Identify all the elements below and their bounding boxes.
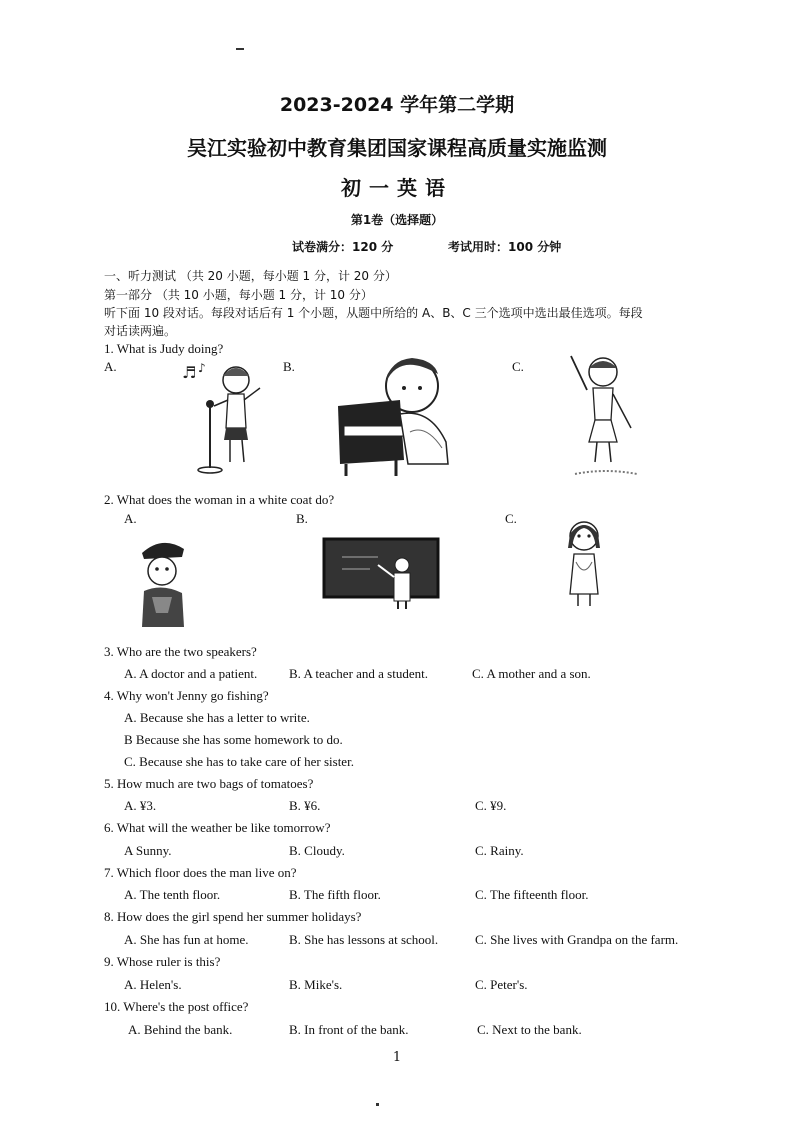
question-2-option-a[interactable]: A.: [124, 511, 137, 526]
teacher-at-blackboard-picture: [322, 535, 442, 611]
svg-text:♬: ♬: [182, 363, 197, 382]
question-8-option-b[interactable]: B. She has lessons at school.: [289, 932, 439, 947]
girl-playing-piano-picture: [330, 352, 456, 478]
question-5-stem: 5. How much are two bags of tomatoes?: [104, 776, 314, 791]
question-9-option-c[interactable]: C. Peter's.: [475, 977, 528, 992]
question-9-stem: 9. Whose ruler is this?: [104, 954, 221, 969]
question-2-option-c[interactable]: C.: [505, 511, 517, 526]
question-2-option-b[interactable]: B.: [296, 511, 308, 526]
question-8-option-a[interactable]: A. She has fun at home.: [124, 932, 249, 947]
question-10-option-a[interactable]: A. Behind the bank.: [128, 1022, 233, 1037]
question-7-stem: 7. Which floor does the man live on?: [104, 865, 297, 880]
full-score: 试卷满分：120 分: [292, 240, 394, 254]
question-3-option-a[interactable]: A. A doctor and a patient.: [124, 666, 258, 681]
instructions-line-2: 对话读两遍。: [104, 324, 177, 338]
question-5-option-c[interactable]: C. ¥9.: [475, 798, 507, 813]
question-4-stem: 4. Why won't Jenny go fishing?: [104, 688, 269, 703]
question-9-option-b[interactable]: B. Mike's.: [289, 977, 343, 992]
part-title: 一、听力测试 （共 20 小题，每小题 1 分，计 20 分）: [104, 269, 397, 283]
question-1-option-b[interactable]: B.: [283, 359, 295, 374]
question-8-stem: 8. How does the girl spend her summer holidays?: [104, 909, 362, 924]
scan-speck: [376, 1103, 379, 1106]
question-1-option-c[interactable]: C.: [512, 359, 524, 374]
question-3-option-b[interactable]: B. A teacher and a student.: [289, 666, 428, 681]
question-2-stem: 2. What does the woman in a white coat do?: [104, 492, 335, 507]
question-4-option-a[interactable]: A. Because she has a letter to write.: [124, 710, 310, 725]
question-4-option-c[interactable]: C. Because she has to take care of her sister.: [124, 754, 354, 769]
question-7-option-c[interactable]: C. The fifteenth floor.: [475, 887, 589, 902]
volume-label: 第1卷（选择题）: [350, 213, 444, 227]
question-1-option-a[interactable]: A.: [104, 359, 117, 374]
question-10-option-b[interactable]: B. In front of the bank.: [289, 1022, 409, 1037]
scan-speck: [236, 48, 244, 50]
question-3-stem: 3. Who are the two speakers?: [104, 644, 257, 659]
page-number: 1: [392, 1050, 402, 1065]
exam-term-title: 2023-2024 学年第二学期: [279, 94, 515, 116]
girl-singing-picture: [178, 358, 270, 476]
question-7-option-b[interactable]: B. The fifth floor.: [289, 887, 381, 902]
policewoman-picture: [138, 535, 188, 629]
question-1-stem: 1. What is Judy doing?: [104, 341, 224, 356]
girl-standing-picture: [560, 518, 610, 610]
question-6-option-c[interactable]: C. Rainy.: [475, 843, 524, 858]
question-6-option-b[interactable]: B. Cloudy.: [289, 843, 345, 858]
girl-dancing-picture: [565, 350, 645, 482]
question-9-option-a[interactable]: A. Helen's.: [124, 977, 182, 992]
question-6-stem: 6. What will the weather be like tomorrow?: [104, 820, 331, 835]
subject-title: 初一英语: [341, 176, 453, 200]
svg-text:♪: ♪: [198, 361, 206, 375]
question-3-option-c[interactable]: C. A mother and a son.: [472, 666, 591, 681]
instructions-line-1: 听下面 10 段对话。每段对话后有 1 个小题，从题中所给的 A、B、C 三个选项中选出最佳选项。每段: [104, 306, 643, 320]
question-5-option-b[interactable]: B. ¥6.: [289, 798, 321, 813]
question-10-option-c[interactable]: C. Next to the bank.: [477, 1022, 582, 1037]
question-7-option-a[interactable]: A. The tenth floor.: [124, 887, 221, 902]
question-5-option-a[interactable]: A. ¥3.: [124, 798, 157, 813]
question-4-option-b[interactable]: B Because she has some homework to do.: [124, 732, 343, 747]
sub-title: 第一部分 （共 10 小题，每小题 1 分，计 10 分）: [104, 288, 373, 302]
question-6-option-a[interactable]: A Sunny.: [124, 843, 172, 858]
question-8-option-c[interactable]: C. She lives with Grandpa on the farm.: [475, 932, 679, 947]
school-title: 吴江实验初中教育集团国家课程高质量实施监测: [187, 136, 607, 160]
question-10-stem: 10. Where's the post office?: [104, 999, 249, 1014]
exam-time: 考试用时：100 分钟: [448, 240, 562, 254]
